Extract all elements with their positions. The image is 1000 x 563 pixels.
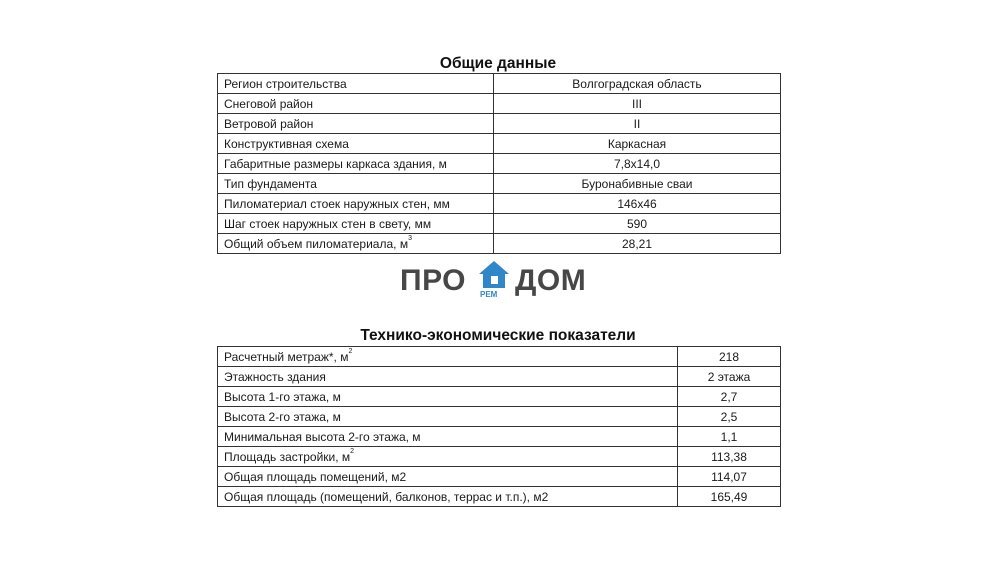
unit-superscript: 2	[350, 447, 355, 455]
table-row	[218, 114, 781, 134]
row-label: Ветровой район	[218, 114, 494, 134]
row-label-text: Площадь застройки, м	[224, 449, 351, 464]
row-label	[218, 347, 678, 367]
logo-word-dom: ДОМ	[515, 264, 587, 297]
row-value: 590	[494, 214, 781, 234]
row-label: Высота 2-го этажа, м	[218, 407, 678, 427]
indicators-table	[217, 346, 781, 507]
row-label: Общая площадь (помещений, балконов, террас и т.п.), м2	[218, 487, 678, 507]
table-row	[218, 194, 781, 214]
row-value: 2 этажа	[678, 367, 781, 387]
table-row	[218, 134, 781, 154]
general-data-table	[217, 73, 781, 254]
table-row	[218, 214, 781, 234]
row-label: Минимальная высота 2-го этажа, м	[218, 427, 678, 447]
row-value: Буронабивные сваи	[494, 174, 781, 194]
row-label: Габаритные размеры каркаса здания, м	[218, 154, 494, 174]
row-label	[218, 234, 494, 254]
row-label: Общая площадь помещений, м2	[218, 467, 678, 487]
row-label: Высота 1-го этажа, м	[218, 387, 678, 407]
unit-superscript: 3	[408, 234, 412, 242]
row-value: III	[494, 94, 781, 114]
table-row	[218, 74, 781, 94]
row-value: 114,07	[678, 467, 781, 487]
row-value: 218	[678, 347, 781, 367]
general-data-title: Общие данные	[439, 55, 557, 72]
table-row	[218, 234, 781, 254]
table-row	[218, 94, 781, 114]
table-row	[218, 347, 781, 367]
row-value: 165,49	[678, 487, 781, 507]
prodom-logo	[400, 258, 600, 303]
house-icon	[477, 259, 511, 291]
table-row	[218, 467, 781, 487]
indicators-title: Технико-экономические показатели	[360, 327, 636, 344]
row-label: Регион строительства	[218, 74, 494, 94]
unit-superscript: 2	[348, 347, 353, 355]
row-value: 28,21	[494, 234, 781, 254]
row-label: Шаг стоек наружных стен в свету, мм	[218, 214, 494, 234]
table-row	[218, 447, 781, 467]
table-row	[218, 407, 781, 427]
row-label-text: Общий объем пиломатериала, м	[224, 236, 409, 251]
row-value: 1,1	[678, 427, 781, 447]
row-label	[218, 447, 678, 467]
row-value: 146x46	[494, 194, 781, 214]
row-label: Пиломатериал стоек наружных стен, мм	[218, 194, 494, 214]
logo-subtext: РЕМ	[480, 290, 498, 299]
table-row	[218, 367, 781, 387]
row-label-text: Расчетный метраж*, м	[224, 349, 349, 364]
row-label: Конструктивная схема	[218, 134, 494, 154]
row-label: Этажность здания	[218, 367, 678, 387]
table-row	[218, 154, 781, 174]
row-value: 2,7	[678, 387, 781, 407]
row-value: II	[494, 114, 781, 134]
table-row	[218, 427, 781, 447]
logo-word-pro: ПРО	[400, 264, 467, 297]
row-label: Тип фундамента	[218, 174, 494, 194]
table-row	[218, 487, 781, 507]
table-row	[218, 174, 781, 194]
row-value: 2,5	[678, 407, 781, 427]
row-value: 113,38	[678, 447, 781, 467]
table-row	[218, 387, 781, 407]
row-value: Каркасная	[494, 134, 781, 154]
row-label: Снеговой район	[218, 94, 494, 114]
row-value: Волгоградская область	[494, 74, 781, 94]
row-value: 7,8x14,0	[494, 154, 781, 174]
